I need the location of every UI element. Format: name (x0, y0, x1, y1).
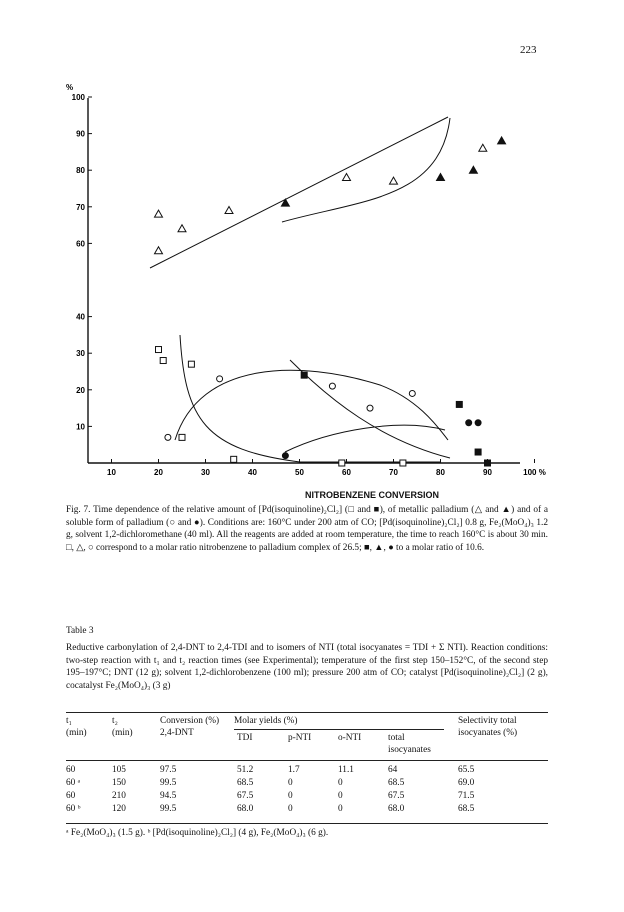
y-tick-label: 90 (76, 129, 85, 139)
x-tick-label: 20 (154, 468, 163, 477)
table-cell: 97.5 (160, 765, 177, 775)
header-o-nti: o-NTI (338, 733, 362, 743)
open-triangle-point (390, 177, 398, 184)
curve-filled-circles (285, 425, 445, 452)
table-footnote: ᵃ Fe₂(MoO₄)₃ (1.5 g). ᵇ [Pd(isoquinoline)₂Cl₂] (4 g), Fe₂(MoO₄)₃ (6 g). (66, 828, 329, 838)
open-square-point (400, 460, 406, 466)
curve-filled-triangles (282, 118, 450, 222)
table-cell: 60 ᵇ (66, 804, 81, 814)
table-cell: 67.5 (237, 791, 254, 801)
table-cell: 0 (338, 791, 343, 801)
header-tdi: TDI (237, 733, 253, 743)
table-cell: 69.0 (458, 778, 475, 788)
table-cell: 0 (288, 778, 293, 788)
table-cell: 210 (112, 791, 126, 801)
y-tick-label: 40 (76, 312, 85, 322)
table-cell: 67.5 (388, 791, 405, 801)
table-cell: 0 (288, 804, 293, 814)
filled-square-point (485, 460, 491, 466)
open-circle-point (329, 383, 335, 389)
table-cell: 0 (338, 804, 343, 814)
x-axis-title: NITROBENZENE CONVERSION (305, 490, 440, 500)
x-tick-label: 60 (342, 468, 351, 477)
table-cell: 11.1 (338, 765, 354, 775)
filled-square-point (301, 372, 307, 378)
table-cell: 65.5 (458, 765, 475, 775)
table-cell: 99.5 (160, 804, 177, 814)
x-tick-label: 50 (295, 468, 304, 477)
y-tick-label: 30 (76, 349, 85, 359)
table-cell: 71.5 (458, 791, 475, 801)
tick-labels (72, 93, 546, 477)
table-cell: 60 (66, 791, 76, 801)
header-selectivity-sub: isocyanates (%) (458, 728, 518, 738)
table-cell: 64 (388, 765, 398, 775)
header-total-sub: isocyanates (388, 745, 431, 755)
table-cell: 105 (112, 765, 126, 775)
trend-curves (150, 117, 450, 462)
open-circle-point (165, 434, 171, 440)
table-bottom-rule (66, 823, 548, 824)
open-circle-point (217, 376, 223, 382)
x-tick-label: 70 (389, 468, 398, 477)
open-square-point (179, 434, 185, 440)
header-molar-yields: Molar yields (%) (234, 716, 298, 726)
y-axis-unit-label: % (66, 83, 74, 92)
table-cell: 120 (112, 804, 126, 814)
table-header-rule (66, 760, 548, 761)
table-cell: 68.0 (237, 804, 254, 814)
x-tick-label: 90 (483, 468, 492, 477)
table-cell: 60 (66, 765, 76, 775)
filled-triangle-point (281, 199, 289, 206)
header-t2: t₂ (112, 716, 118, 726)
y-tick-label: 100 (71, 93, 85, 102)
trend-line-triangles (150, 117, 448, 268)
header-selectivity: Selectivity total (458, 716, 517, 726)
page-number: 223 (520, 44, 537, 56)
open-triangle-point (343, 174, 351, 181)
filled-circle-point (466, 420, 472, 426)
header-conversion: Conversion (%) (160, 716, 220, 726)
table-title: Table 3 (66, 626, 94, 636)
table-cell: 150 (112, 778, 126, 788)
curve-open-squares (180, 335, 440, 462)
table-cell: 51.2 (237, 765, 254, 775)
header-t2-unit: (min) (112, 728, 133, 738)
header-conversion-sub: 2,4-DNT (160, 728, 194, 738)
table-top-rule (66, 712, 548, 713)
open-square-point (188, 361, 194, 367)
open-circle-point (409, 390, 415, 396)
table-cell: 0 (288, 791, 293, 801)
open-triangle-point (155, 247, 163, 254)
open-triangle-point (178, 225, 186, 232)
table-cell: 0 (338, 778, 343, 788)
data-points (155, 137, 506, 466)
chart-axes (88, 97, 535, 463)
x-tick-label: 30 (201, 468, 210, 477)
filled-circle-point (282, 453, 288, 459)
x-tick-label: 10 (107, 468, 116, 477)
header-t1: t₁ (66, 716, 72, 726)
filled-square-point (456, 401, 462, 407)
open-triangle-point (155, 210, 163, 217)
x-tick-label: 40 (248, 468, 257, 477)
figure-caption: Fig. 7. Time dependence of the relative amount of [Pd(isoquinoline)₂Cl₂] (□ and ■), of metallic palladium (△ and ▲) and of a soluble form of palladium (○ and ●). Conditions are: 160°C under 200 atm of CO; [Pd(isoquinoline)₂Cl₂] 0.8 g, Fe₂(MoO₄)₃ 1.2 g, solvent 1,2-dichloromethane (40 ml). All the reagents are added at room temperature, the time to reach 160°C is about 30 min. □, △, ○ correspond to a molar ratio nitrobenzene to palladium complex of 26.5; ■, ▲, ● to a molar ratio of 10.6. (66, 505, 548, 553)
header-total: total (388, 733, 405, 743)
filled-triangle-point (469, 166, 477, 173)
table-cell: 60 ᵃ (66, 778, 81, 788)
open-square-point (231, 456, 237, 462)
header-t1-unit: (min) (66, 728, 87, 738)
x-tick-label: 100 % (523, 468, 546, 477)
y-tick-label: 10 (76, 422, 85, 432)
open-triangle-point (479, 144, 487, 151)
filled-square-point (475, 449, 481, 455)
open-square-point (339, 460, 345, 466)
open-square-point (160, 358, 166, 364)
table-cell: 99.5 (160, 778, 177, 788)
header-p-nti: p-NTI (288, 733, 312, 743)
table-cell: 68.5 (388, 778, 405, 788)
filled-circle-point (475, 420, 481, 426)
table-cell: 68.0 (388, 804, 405, 814)
open-triangle-point (225, 206, 233, 213)
molar-yields-rule (234, 729, 444, 730)
open-square-point (156, 347, 162, 353)
y-tick-label: 20 (76, 385, 85, 395)
y-tick-label: 70 (76, 202, 85, 212)
table-cell: 68.5 (458, 804, 475, 814)
table-cell: 1.7 (288, 765, 300, 775)
y-tick-label: 60 (76, 239, 85, 249)
filled-triangle-point (437, 174, 445, 181)
table-caption: Reductive carbonylation of 2,4-DNT to 2,4-TDI and to isomers of NTI (total isocyanates = TDI + Σ NTI). Reaction conditions: two-step reaction with t₁ and t₂ reaction times (see Experimental); temperature of the first step 150–152°C, of the second step 195–197°C; DNT (12 g); solvent 1,2-dichlorobenzene (100 ml); pressure 200 atm of CO; catalyst [Pd(isoquinoline)₂Cl₂] (2 g), cocatalyst Fe₂(MoO₄)₃ (3 g) (66, 643, 548, 691)
filled-triangle-point (498, 137, 506, 144)
table-cell: 68.5 (237, 778, 254, 788)
x-tick-label: 80 (436, 468, 445, 477)
table-cell: 94.5 (160, 791, 177, 801)
open-circle-point (367, 405, 373, 411)
y-tick-label: 80 (76, 166, 85, 176)
